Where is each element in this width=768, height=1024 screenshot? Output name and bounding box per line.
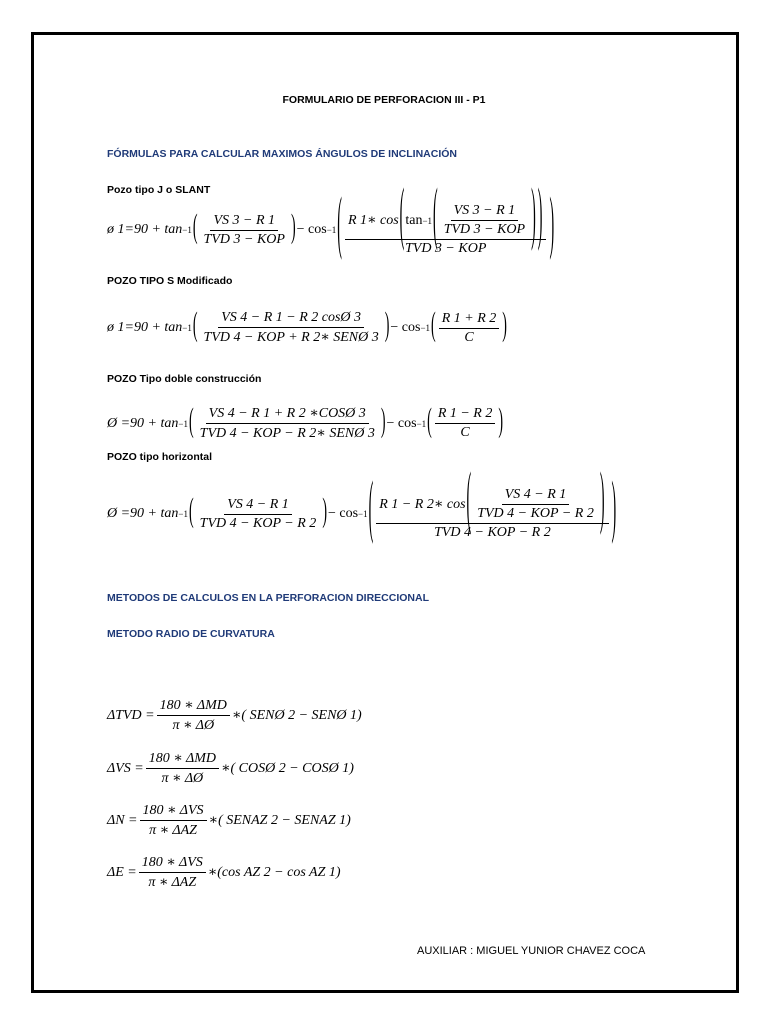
denominator: TVD 4 − KOP − R 2 <box>199 515 317 531</box>
fraction <box>201 213 288 248</box>
denominator: TVD 3 − KOP <box>404 241 487 256</box>
denominator: TVD 4 − KOP − R 2 <box>434 525 551 540</box>
denominator: TVD 4 − KOP − R 2∗ SENØ 3 <box>199 426 375 441</box>
exponent: −1 <box>416 418 427 429</box>
section-heading-formulas: FÓRMULAS PARA CALCULAR MAXIMOS ÁNGULOS DE INCLINACIÓN <box>107 148 457 160</box>
numerator: VS 4 − R 1 <box>502 487 570 505</box>
author-footer: AUXILIAR : MIGUEL YUNIOR CHAVEZ COCA <box>417 945 646 957</box>
numerator: VS 3 − R 1 <box>210 213 278 231</box>
formula-rhs: ∗( SENØ 2 − SENØ 1) <box>231 708 362 723</box>
section-heading-radio: METODO RADIO DE CURVATURA <box>107 628 275 640</box>
label-pozo-j: Pozo tipo J o SLANT <box>107 184 211 196</box>
formula-lhs: Ø =90 + tan <box>107 506 179 521</box>
exponent: −1 <box>422 215 433 226</box>
formula-lhs: ø 1=90 + tan <box>107 222 183 237</box>
formula-lhs: ΔTVD = <box>107 707 155 723</box>
document-title: FORMULARIO DE PERFORACION III - P1 <box>282 94 486 106</box>
exponent: −1 <box>420 323 431 333</box>
operator: − cos <box>327 506 359 521</box>
formula-delta-vs <box>107 750 354 787</box>
formula-delta-tvd <box>107 697 362 734</box>
operator: − cos <box>386 415 417 431</box>
formula-delta-n <box>107 802 351 839</box>
numerator: VS 4 − R 1 <box>224 497 292 515</box>
exponent: −1 <box>358 509 368 519</box>
formula-lhs: ΔE = <box>107 864 137 880</box>
formula-pozo-j: ø 1=90 + tan −1 ( $\frac{VS 3 - R 1}{\text{TVD 3 − KOP}}$ ) − cos −1 ( R 1∗ cos ( tan −1 ( $\frac{VS 3 - R 1}{\text{TVD 3 − KOP}}$ ) ) TVD 3 − KOP ) <box>107 180 555 265</box>
exponent: −1 <box>182 225 192 235</box>
formula-lhs: ΔN = <box>107 812 138 828</box>
label-pozo-doble: POZO Tipo doble construcción <box>107 373 262 385</box>
numerator: 180 ∗ ΔMD <box>157 697 230 716</box>
numerator: 180 ∗ ΔVS <box>140 802 207 821</box>
formula-lhs: ΔVS = <box>107 760 144 776</box>
numerator: VS 4 − R 1 + R 2 ∗COSØ 3 <box>206 405 369 424</box>
denominator: C <box>460 425 470 440</box>
function-name: tan <box>405 212 423 228</box>
exponent: −1 <box>178 509 188 519</box>
numerator: R 1 + R 2 <box>439 311 500 329</box>
denominator: TVD 3 − KOP <box>203 231 285 247</box>
formula-pozo-s: ø 1=90 + tan −1 ( $\frac{VS 4 - R 1 - R 2 \cos Ø 3}{\text{TVD 4 − KOP + R 2∗ SENØ 3}}$ ) − cos −1 ( $\frac{R 1 + R 2}{C}$ ) <box>107 308 507 345</box>
numerator-part: R 1 − R 2∗ cos <box>379 497 466 512</box>
formula-rhs: ∗( SENAZ 2 − SENAZ 1) <box>208 813 351 828</box>
numerator: 180 ∗ ΔMD <box>146 750 219 769</box>
label-pozo-s: POZO TIPO S Modificado <box>107 275 233 287</box>
numerator: VS 4 − R 1 − R 2 cosØ 3 <box>218 310 364 328</box>
formula-rhs: ∗(cos AZ 2 − cos AZ 1) <box>207 865 341 880</box>
denominator: π ∗ ΔØ <box>172 718 215 733</box>
denominator: π ∗ ΔØ <box>161 771 204 786</box>
denominator: π ∗ ΔAZ <box>149 823 197 838</box>
formula-lhs: ø 1=90 + tan <box>107 320 183 335</box>
exponent: −1 <box>182 323 192 333</box>
operator: − cos <box>390 320 421 335</box>
formula-rhs: ∗( COSØ 2 − COSØ 1) <box>220 761 354 776</box>
formula-delta-e <box>107 854 341 891</box>
exponent: −1 <box>178 418 188 429</box>
formula-lhs: Ø =90 + tan <box>107 415 179 431</box>
denominator: TVD 4 − KOP − R 2 <box>477 506 594 521</box>
denominator: π ∗ ΔAZ <box>148 875 197 890</box>
operator: − cos <box>296 222 327 237</box>
formula-pozo-horizontal: Ø =90 + tan −1 ( $\frac{VS 4 - R 1}{\text{TVD 4 − KOP − R 2}}$ ) − cos −1 ( R 1 − R 2∗ cos ( $\frac{VS 4 - R 1}{\text{TVD 4 − KOP − R 2}}$ ) TVD 4 − KOP − R 2 ) <box>107 464 617 549</box>
fraction: R 1∗ cos ( tan −1 ( $\frac{VS 3 - R 1}{\text{TVD 3 − KOP}}$ ) ) TVD 3 − KOP <box>345 203 547 257</box>
section-heading-metodos: METODOS DE CALCULOS EN LA PERFORACION DIRECCIONAL <box>107 592 430 604</box>
exponent: −1 <box>326 225 337 235</box>
label-pozo-horizontal: POZO tipo horizontal <box>107 451 212 463</box>
numerator: VS 3 − R 1 <box>451 203 519 221</box>
formula-pozo-doble: Ø =90 + tan −1 ( $\frac{\text{VS 4 − R 1 + R 2 ∗COSØ 3}}{\text{TVD 4 − KOP − R 2∗ SENØ 3}}$ ) − cos −1 ( $\frac{R 1 - R 2}{C}$ ) <box>107 404 504 441</box>
denominator: TVD 3 − KOP <box>443 222 526 237</box>
denominator: C <box>464 329 474 345</box>
numerator-part: R 1∗ cos <box>347 213 399 228</box>
numerator: 180 ∗ ΔVS <box>139 854 206 873</box>
numerator: R 1 − R 2 <box>435 406 496 424</box>
denominator: TVD 4 − KOP + R 2∗ SENØ 3 <box>203 330 379 345</box>
